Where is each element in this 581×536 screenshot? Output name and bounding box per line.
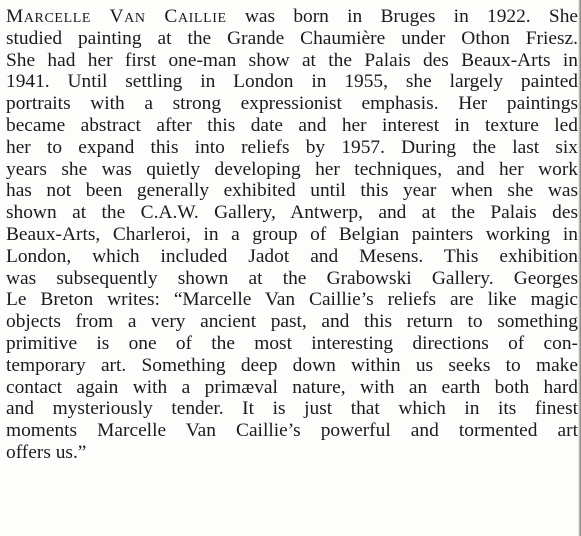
text-line: her to expand this into reliefs by 1957. During the last six	[6, 136, 578, 158]
text-line-remainder: was born in Bruges in 1922. She	[226, 6, 578, 27]
text-line: contact again with a primæval nature, with an earth both hard	[6, 376, 578, 398]
text-line	[6, 6, 578, 28]
text-line: was subsequently shown at the Grabowski Gallery. Georges	[6, 267, 578, 289]
text-line: portraits with a strong expressionist emphasis. Her paintings	[6, 93, 578, 115]
text-line: objects from a very ancient past, and this return to something	[6, 311, 578, 333]
text-line: studied painting at the Grande Chaumière under Othon Friesz.	[6, 27, 578, 49]
text-line: She had her first one-man show at the Palais des Beaux-Arts in	[6, 49, 578, 71]
text-line: Beaux-Arts, Charleroi, in a group of Belgian painters working in	[6, 223, 578, 245]
text-line: Le Breton writes: “Marcelle Van Caillie’s reliefs are like magic	[6, 289, 578, 311]
text-line: shown at the C.A.W. Gallery, Antwerp, and at the Palais des	[6, 202, 578, 224]
biography-paragraph	[6, 6, 578, 464]
text-line: primitive is one of the most interesting directions of con-	[6, 332, 578, 354]
text-line: has not been generally exhibited until this year when she was	[6, 180, 578, 202]
text-line: temporary art. Something deep down within us seeks to make	[6, 354, 578, 376]
text-line-final: offers us.”	[6, 441, 87, 463]
text-line: London, which included Jadot and Mesens. This exhibition	[6, 245, 578, 267]
text-line: years she was quietly developing her techniques, and her work	[6, 158, 578, 180]
text-line: became abstract after this date and her interest in texture led	[6, 114, 578, 136]
artist-name-smallcaps: Marcelle Van Caillie	[6, 6, 227, 27]
text-line: 1941. Until settling in London in 1955, she largely painted	[6, 71, 578, 93]
text-line: and mysteriously tender. It is just that which in its finest	[6, 398, 578, 420]
text-line: moments Marcelle Van Caillie’s powerful and tormented art	[6, 420, 578, 442]
